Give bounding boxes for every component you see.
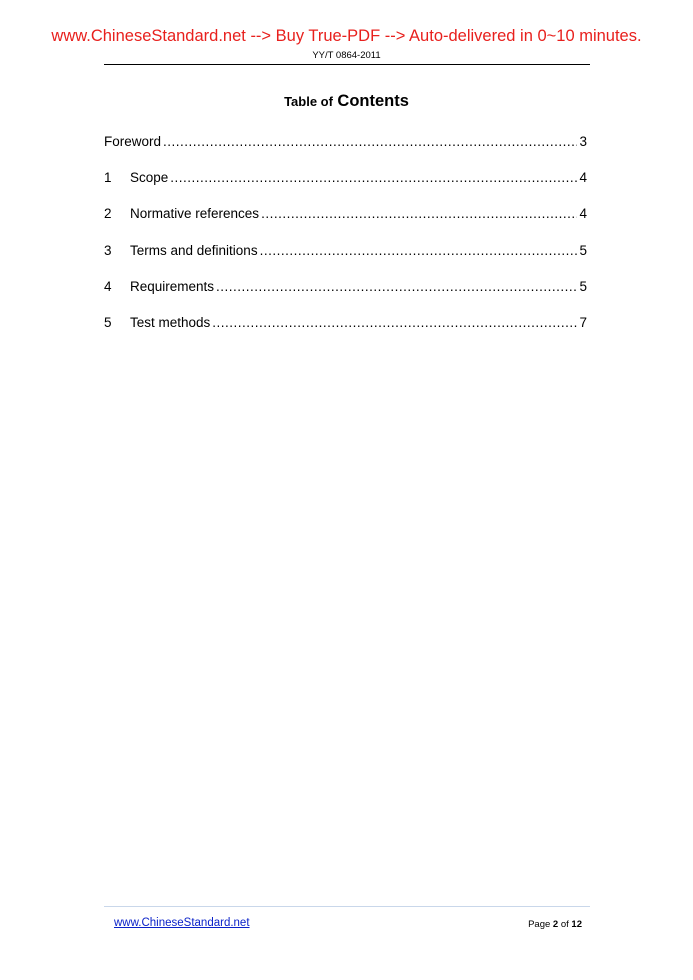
toc-entry-label: Test methods [130,314,211,330]
toc-entry-terms-and-definitions[interactable] [104,243,587,279]
table-of-contents [104,134,587,351]
header-divider [104,64,590,65]
toc-title-prefix: Table of [284,94,333,109]
of-word: of [560,919,569,930]
toc-entry-scope[interactable] [104,170,587,206]
toc-entry-page: 5 [579,278,587,294]
toc-entry-test-methods[interactable] [104,315,587,351]
promo-banner[interactable]: www.ChineseStandard.net --> Buy True-PDF --> Auto-delivered in 0~10 minutes. [51,27,642,45]
footer-website-link[interactable]: www.ChineseStandard.net [114,917,250,929]
footer-divider [104,906,590,907]
toc-entry-page: 4 [579,170,587,186]
current-page-number: 2 [552,919,559,930]
toc-entry-label: Normative references [130,206,260,222]
toc-entry-page: 5 [579,242,587,258]
toc-leader-dots [212,315,577,330]
toc-entry-number: 3 [104,242,112,258]
toc-entry-requirements[interactable] [104,279,587,315]
standard-code: YY/T 0864-2011 [312,50,381,61]
toc-entry-number: 5 [104,314,112,330]
toc-leader-dots [163,134,577,149]
toc-title-main: Contents [337,92,409,110]
toc-entry-number: 4 [104,278,112,294]
toc-entry-number: 1 [104,170,112,186]
toc-entry-label: Requirements [130,278,215,294]
toc-entry-page: 7 [579,314,587,330]
toc-entry-page: 3 [579,134,587,149]
toc-leader-dots [216,279,577,294]
toc-title [0,92,693,111]
toc-leader-dots [261,206,577,221]
toc-entry-label: Scope [130,170,169,186]
toc-entry-normative-references[interactable] [104,206,587,242]
toc-leader-dots [260,243,578,258]
page-word: Page [528,919,551,930]
toc-entry-number: 2 [104,206,112,222]
toc-entry-label: Terms and definitions [130,242,258,258]
page-number [528,919,582,930]
toc-entry-foreword[interactable] [104,134,587,170]
total-pages-number: 12 [571,919,582,930]
toc-leader-dots [170,170,577,185]
toc-entry-page: 4 [579,206,587,222]
toc-entry-label: Foreword [104,134,162,149]
